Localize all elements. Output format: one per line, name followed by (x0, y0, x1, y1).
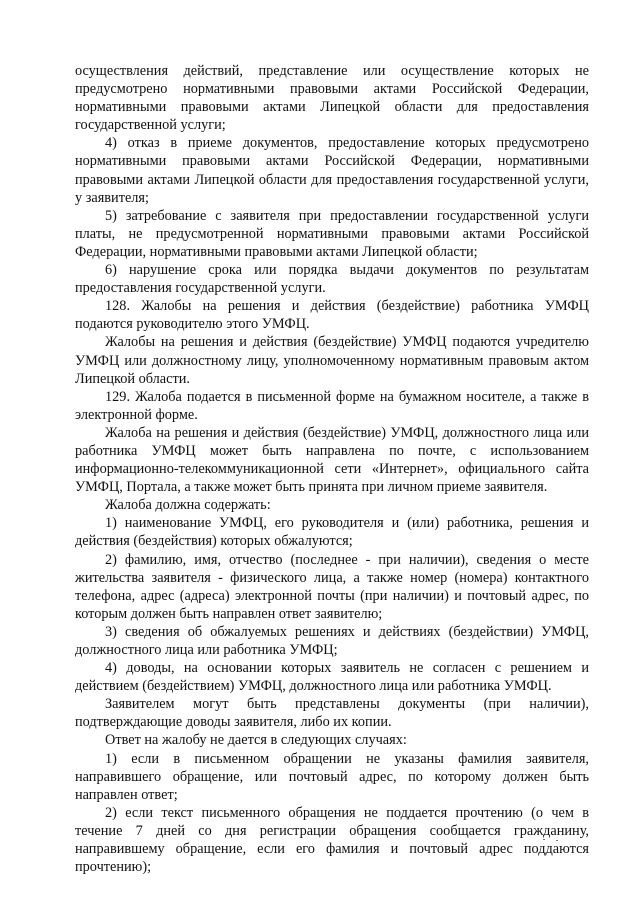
scan-speck (543, 839, 545, 840)
paragraph-item-4-refusal: 4) отказ в приеме документов, предоставление которых предусмотрено нормативными правовыми актами Российской Федерации, нормативными правовыми актами Липецкой области для предоставления государственной услуги, у заявителя; (75, 135, 589, 206)
paragraph-supporting-docs: Заявителем могут быть представлены документы (при наличии), подтверждающие доводы заявителя, либо их копии. (75, 696, 589, 731)
paragraph-complaint-contents: Жалоба должна содержать: (105, 497, 271, 514)
paragraph-contents-item-2: 2) фамилию, имя, отчество (последнее - при наличии), сведения о месте жительства заявителя - физического лица, а также номер (номера) контактного телефона, адрес (адреса) электронной почты (при наличии) и почтовый адрес, по которым должен быть направлен ответ заявителю; (75, 551, 589, 622)
paragraph-contents-item-4: 4) доводы, на основании которых заявитель не согласен с решением и действием (бездействием) УМФЦ, должностного лица или работника УМФЦ. (75, 660, 589, 695)
scan-speck (556, 840, 558, 841)
document-body (75, 62, 589, 876)
paragraph-no-response-item-2: 2) если текст письменного обращения не поддается прочтению (о чем в течение 7 дней со дня регистрации обращения сообщается гражданину, направившему обращение, если его фамилия и почтовый адрес поддаются прочтению); (75, 804, 589, 876)
paragraph-no-response-cases: Ответ на жалобу не дается в следующих случаях: (105, 732, 407, 749)
paragraph-continuation: осуществления действий, представление или осуществление которых не предусмотрено нормативными правовыми актами Российской Федерации, нормативными правовыми актами Липецкой области для предоставления государственной услуги; (75, 63, 589, 134)
paragraph-item-6-deadline: 6) нарушение срока или порядка выдачи документов по результатам предоставления государственной услуги. (75, 262, 589, 297)
paragraph-contents-item-1: 1) наименование УМФЦ, его руководителя и (или) работника, решения и действия (бездействия) которых обжалуются; (75, 515, 589, 550)
paragraph-contents-item-3: 3) сведения об обжалуемых решениях и действиях (бездействии) УМФЦ, должностного лица или работника УМФЦ; (75, 623, 589, 658)
paragraph-item-5-fee: 5) затребование с заявителя при предоставлении государственной услуги платы, не предусмотренной нормативными правовыми актами Российской Федерации, нормативными правовыми актами Липецкой области; (75, 207, 589, 260)
paragraph-no-response-item-1: 1) если в письменном обращении не указаны фамилия заявителя, направившего обращение, или почтовый адрес, по которому должен быть направлен ответ; (75, 750, 589, 803)
paragraph-complaint-channels: Жалоба на решения и действия (бездействие) УМФЦ, должностного лица или работника УМФЦ может быть направлена по почте, с использованием информационно-телекоммуникационной сети «Интернет», официального сайта УМФЦ, Портала, а также может быть принята при личном приеме заявителя. (75, 424, 589, 496)
paragraph-complaints-umfc: Жалобы на решения и действия (бездействие) УМФЦ подаются учредителю УМФЦ или должностному лицу, уполномоченному нормативным правовым актом Липецкой области. (75, 334, 589, 387)
paragraph-128: 128. Жалобы на решения и действия (бездействие) работника УМФЦ подаются руководителю этого УМФЦ. (75, 298, 589, 333)
paragraph-129: 129. Жалоба подается в письменной форме на бумажном носителе, а также в электронной форме. (75, 388, 589, 423)
